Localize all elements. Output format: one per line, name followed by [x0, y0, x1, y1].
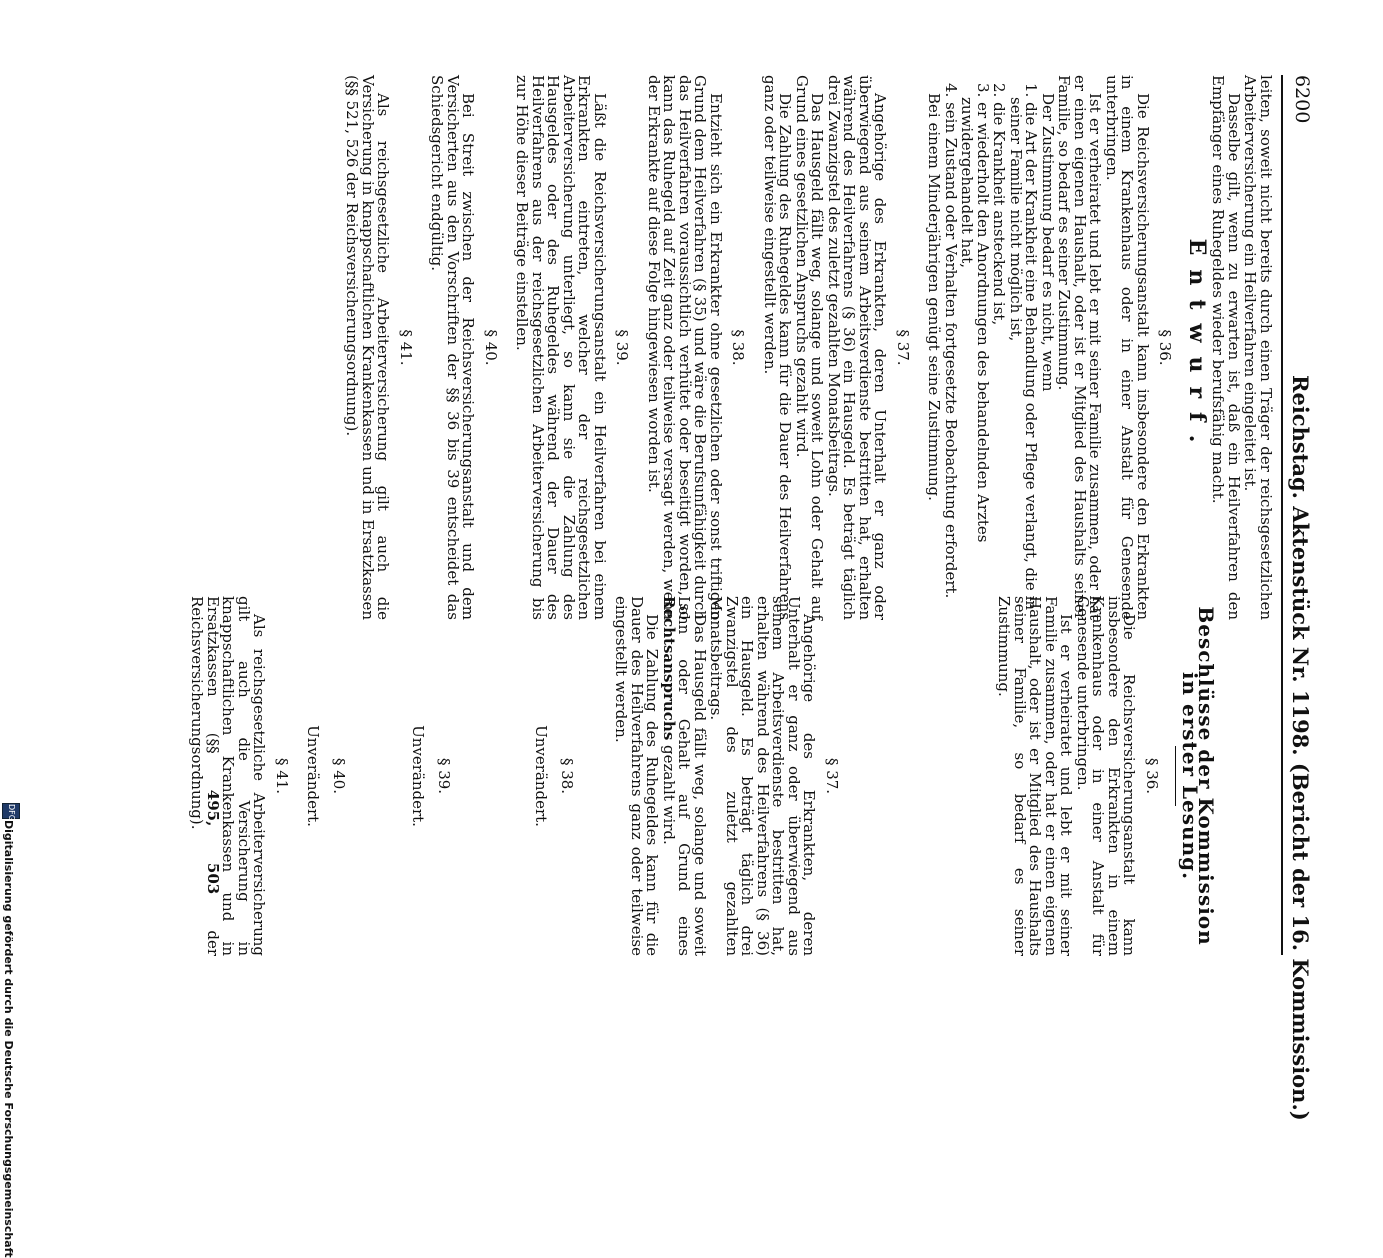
text-fragment: gezahlt wird.: [660, 740, 678, 845]
emphasized-term: 495, 503: [204, 789, 222, 895]
section-paragraph: Entzieht sich ein Erkrankter ohne gesetzlichen oder sonst triftigen Grund dem Heilverfahren (§ 35) und wäre die Berufsunfähigkeit durch das Heilverfahren voraussichtlich verhütet oder beseitigt worden, so kann das Ruhegeld auf Zeit ganz oder teilweise versagt werden, wenn der Erkrankte auf diese Folge hingewiesen worden ist.: [645, 75, 725, 620]
section-heading: § 37.: [823, 757, 841, 795]
text-fragment: der Reichsversicherungsordnung).: [188, 596, 222, 956]
section-heading: § 37.: [894, 329, 912, 366]
draft-column: [343, 75, 1273, 620]
intro-paragraph-2: Dasselbe gilt, wenn zu erwarten ist, daß ein Heilverfahren den Empfänger eines Ruhegeldes wieder berufsfähig macht.: [1209, 75, 1243, 620]
section-paragraph: Bei Streit zwischen der Reichsversicherungsanstalt und dem Versicherten aus den Vorschriften der §§ 36 bis 39 entscheidet das Schiedsgericht endgültig.: [428, 75, 478, 620]
section-paragraph: Die Zahlung des Ruhegeldes kann für die Dauer des Heilverfahrens ganz oder teilweise eingestellt werden.: [612, 596, 662, 956]
section-heading: § 39.: [435, 757, 453, 795]
header-title: Reichstag. Aktenstück Nr. 1198. (Bericht der 16. Kommission.): [1288, 375, 1313, 1121]
section-heading: § 36.: [1143, 757, 1161, 795]
section-heading: § 40.: [482, 329, 500, 366]
dfg-logo: DFG: [2, 803, 20, 819]
unchanged-note: Unverändert.: [304, 725, 323, 827]
digitization-note: Digitalisierung gefördert durch die Deutsche Forschungsgemeinschaft: [2, 820, 15, 1258]
text-fragment: Als reichsgesetzliche Arbeiterversicherung gilt auch die Versicherung in knappschaftlichen Krankenkassen und in Ersatzkassen (§§: [204, 596, 269, 956]
section-paragraph: [661, 596, 708, 956]
section-paragraph: [189, 596, 267, 956]
list-item: 1. die Art der Krankheit eine Behandlung oder Pflege verlangt, die in seiner Familie nicht möglich ist,: [1007, 83, 1041, 611]
section-heading: § 41.: [397, 329, 415, 366]
section-paragraph: Die Reichsversicherungsanstalt kann insbesondere den Erkrankten in einem Krankenhaus oder in einer Anstalt für Genesende unterbringen.: [1103, 75, 1152, 620]
section-paragraph: Das Hausgeld fällt weg, solange und soweit Lohn oder Gehalt auf Grund eines gesetzlichen Anspruchs gezahlt wird.: [793, 75, 827, 620]
intro-paragraph-1: leiten, soweit nicht bereits durch einen Träger der reichsgesetzlichen Arbeiterversicherung ein Heilverfahren eingeleitet ist.: [1241, 75, 1275, 620]
section-paragraph: Ist er verheiratet und lebt er mit seiner Familie zusammen, oder hat er einen eigenen Haushalt, oder ist er Mitglied des Haushalts seiner Familie, so bedarf es seiner Zustimmung.: [1055, 75, 1105, 620]
page-number: 6200: [1291, 75, 1313, 124]
section-paragraph: Der Zustimmung bedarf es nicht, wenn: [1039, 93, 1057, 392]
unchanged-note: Unverändert.: [409, 725, 428, 827]
section-paragraph: Angehörige des Erkrankten, deren Unterhalt er ganz oder überwiegend aus seinem Arbeitsverdienste bestritten hat, erhalten während des Heilverfahrens (§ 36) ein Hausgeld. Es beträgt täglich drei Zwanzigstel des zuletzt gezahlten Monatsbeitrags.: [825, 75, 890, 620]
section-paragraph: Läßt die Reichsversicherungsanstalt ein Heilverfahren bei einem Erkrankten eintreten, welcher der reichsgesetzlichen Arbeiterversicherung unterliegt, so kann sie die Zahlung des Hausgeldes oder des Ruhegeldes während der Dauer des Heilverfahrens aus der reichsgesetzlichen Arbeiterversicherung bis zur Höhe dieser Beiträge einstellen.: [513, 75, 609, 620]
unchanged-note: Unverändert.: [532, 725, 551, 827]
section-heading: § 38.: [729, 329, 748, 366]
list-item: 4. sein Zustand oder Verhalten fortgesetzte Beobachtung erfordert.: [942, 83, 960, 599]
list-item: 3. er wiederholt den Anordnungen des behandelnden Arztes zuwidergehandelt hat,: [958, 83, 992, 543]
section-heading: § 36.: [1156, 329, 1175, 366]
list-item: 2. die Krankheit ansteckend ist,: [990, 83, 1009, 326]
emphasized-term: Rechtsanspruchs: [660, 596, 678, 741]
section-paragraph: Die Zahlung des Ruhegeldes kann für die Dauer des Heilverfahrens ganz oder teilweise eingestellt werden.: [761, 75, 795, 620]
header-rule: [1281, 75, 1283, 955]
section-heading: § 38.: [558, 757, 576, 795]
section-paragraph: Bei einem Minderjährigen genügt seine Zustimmung.: [925, 93, 944, 501]
section-heading: § 39.: [613, 329, 632, 366]
section-paragraph: Als reichsgesetzliche Arbeiterversicherung gilt auch die Versicherung in knappschaftlichen Krankenkassen und in Ersatzkassen (§§ 521, 526 der Reichsversicherungsordnung).: [343, 75, 393, 620]
section-paragraph: Die Reichsversicherungsanstalt kann insbesondere den Erkrankten in einem Krankenhaus oder in einer Anstalt für Genesende unterbringen.: [1074, 596, 1139, 956]
resolutions-title: Beschlüsse der Kommission in erster Lesung.: [1178, 606, 1218, 946]
section-heading: § 41.: [273, 757, 291, 795]
section-paragraph: Angehörige des Erkrankten, deren Unterhalt er ganz oder überwiegend aus seinem Arbeitsverdienste bestritten hat, erhalten während des Heilverfahrens (§ 36) ein Hausgeld. Es beträgt täglich drei Zwanzigstel des zuletzt gezahlten Monatsbeitrags.: [707, 596, 819, 956]
resolutions-column: [188, 596, 1273, 956]
text-fragment: Das Hausgeld fällt weg, solange und soweit Lohn oder Gehalt auf Grund eines: [675, 596, 709, 956]
draft-title: Entwurf.: [1184, 238, 1210, 457]
section-heading: § 40.: [330, 757, 348, 795]
page-header: [1285, 75, 1313, 1121]
title-rule: [1175, 746, 1176, 806]
section-paragraph: Ist er verheiratet und lebt er mit seiner Familie zusammen, oder hat er einen eigenen Haushalt, oder ist er Mitglied des Haushalts seiner Familie, so bedarf es seiner Zustimmung.: [995, 596, 1076, 956]
